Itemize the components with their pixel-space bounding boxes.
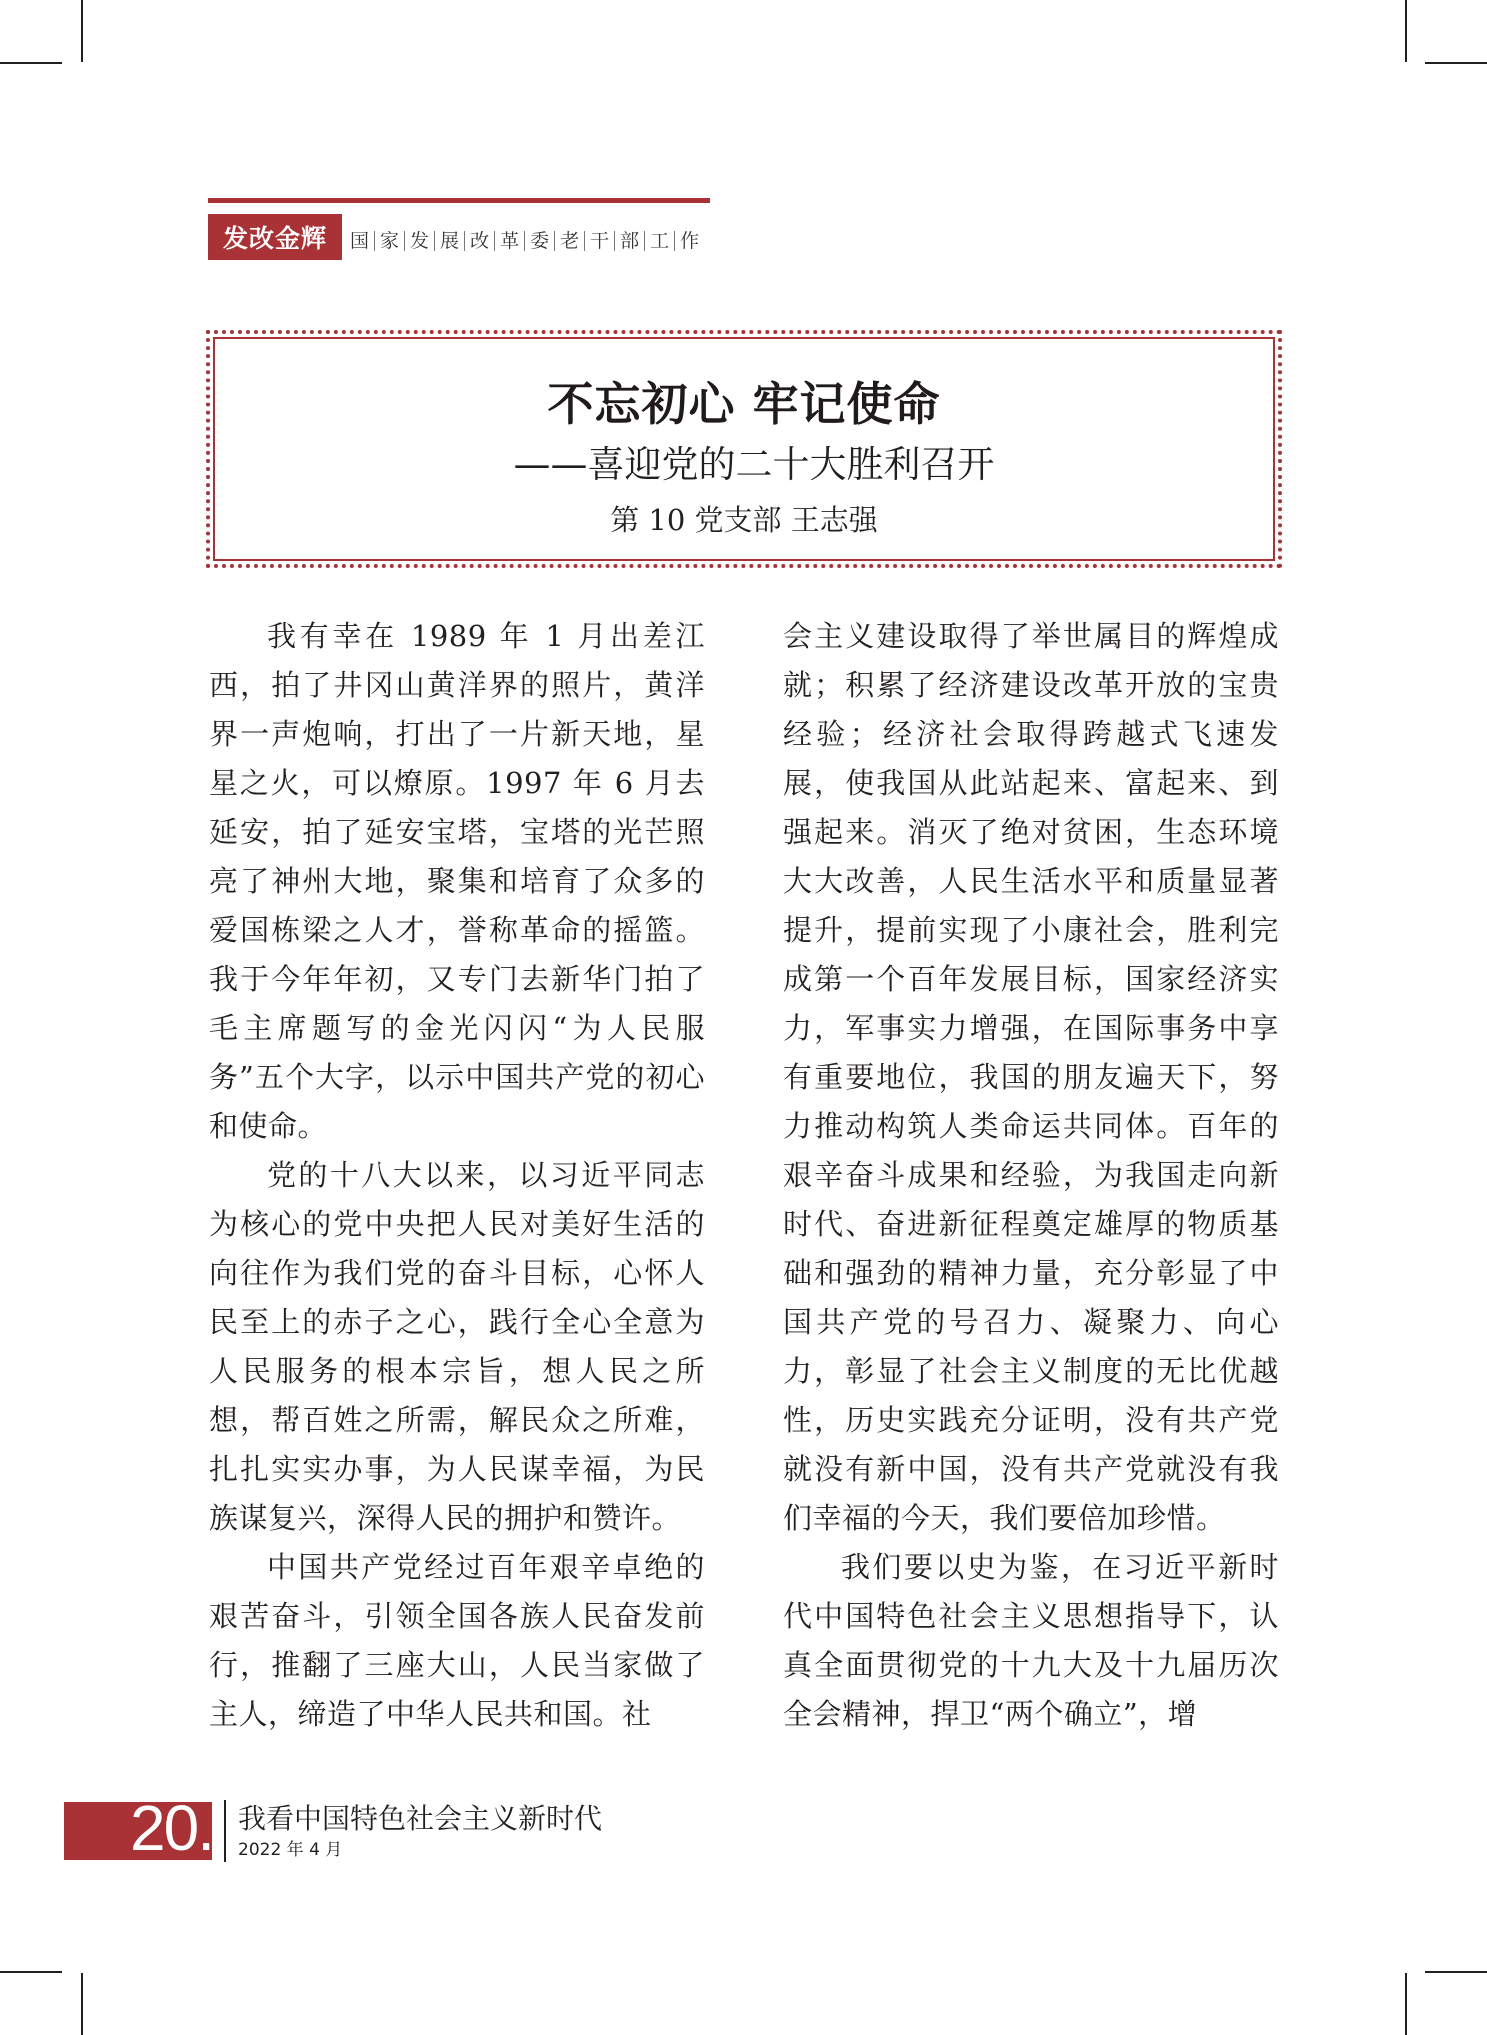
crop-mark [1405, 1973, 1407, 2035]
body-column-right [783, 612, 1279, 1762]
tagline-char: 部 [615, 231, 645, 251]
body-column-left [209, 612, 705, 1762]
footer-divider [224, 1800, 226, 1862]
tagline-char: 国 [350, 231, 375, 251]
crop-mark [81, 1973, 83, 2035]
header-rule [208, 198, 710, 203]
tagline-char: 作 [680, 230, 700, 252]
column-logo: 发改金辉 [208, 214, 342, 260]
title-box [206, 330, 1282, 568]
paragraph: 会主义建设取得了举世属目的辉煌成就；积累了经济建设改革开放的宝贵经验；经济社会取得跨越式飞速发展，使我国从此站起来、富起来、到强起来。消灭了绝对贫困，生态环境大大改善，人民生活水平和质量显著提升，提前实现了小康社会，胜利完成第一个百年发展目标，国家经济实力，军事实力增强，在国际事务中享有重要地位，我国的朋友遍天下，努力推动构筑人类命运共同体。百年的艰辛奋斗成果和经验，为我国走向新时代、奋进新征程奠定雄厚的物质基础和强劲的精神力量，充分彰显了中国共产党的号召力、凝聚力、向心力，彰显了社会主义制度的无比优越性，历史实践充分证明，没有共产党就没有新中国，没有共产党就没有我们幸福的今天，我们要倍加珍惜。 [783, 619, 1279, 1535]
paragraph: 我有幸在 1989 年 1 月出差江西，拍了井冈山黄洋界的照片，黄洋界一声炮响，打出了一片新天地，星星之火，可以燎原。1997 年 6 月去延安，拍了延安宝塔，宝塔的光芒照亮了神州大地，聚集和培育了众多的爱国栋梁之人才，誉称革命的摇篮。我于今年年初，又专门去新华门拍了毛主席题写的金光闪闪“为人民服务”五个大字，以示中国共产党的初心和使命。 [209, 619, 705, 1143]
crop-mark [0, 1971, 62, 1973]
article-author: 第 10 党支部 王志强 [610, 503, 878, 537]
crop-mark [1425, 1971, 1487, 1973]
page-number: 20. [130, 1792, 213, 1864]
magazine-title: 我看中国特色社会主义新时代 [238, 1802, 603, 1835]
paragraph: 党的十八大以来，以习近平同志为核心的党中央把人民对美好生活的向往作为我们党的奋斗目标，心怀人民至上的赤子之心，践行全心全意为人民服务的根本宗旨，想人民之所想，帮百姓之所需，解民众之所难，扎扎实实办事，为人民谋幸福，为民族谋复兴，深得人民的拥护和赞许。 [209, 1158, 705, 1535]
tagline-char: 发 [405, 231, 435, 251]
tagline-char: 委 [525, 231, 555, 251]
tagline-char: 工 [645, 231, 675, 251]
tagline-char: 革 [495, 231, 525, 251]
header-tagline [350, 226, 704, 256]
crop-mark [1405, 0, 1407, 62]
article-subtitle: ——喜迎党的二十大胜利召开 [513, 443, 995, 486]
crop-mark [1425, 62, 1487, 64]
crop-mark [81, 0, 83, 62]
paragraph: 中国共产党经过百年艰辛卓绝的艰苦奋斗，引领全国各族人民奋发前行，推翻了三座大山，人民当家做了主人，缔造了中华人民共和国。社 [209, 1550, 705, 1731]
article-title: 不忘初心 牢记使命 [547, 377, 941, 431]
tagline-char: 展 [435, 231, 465, 251]
crop-mark [0, 62, 62, 64]
tagline-char: 老 [555, 231, 585, 251]
issue-date: 2022 年 4 月 [238, 1840, 343, 1860]
tagline-char: 家 [375, 231, 405, 251]
tagline-char: 干 [585, 231, 615, 251]
tagline-char: 改 [465, 231, 495, 251]
paragraph: 我们要以史为鉴，在习近平新时代中国特色社会主义思想指导下，认真全面贯彻党的十九大及十九届历次全会精神，捍卫“两个确立”，增 [783, 1550, 1279, 1731]
